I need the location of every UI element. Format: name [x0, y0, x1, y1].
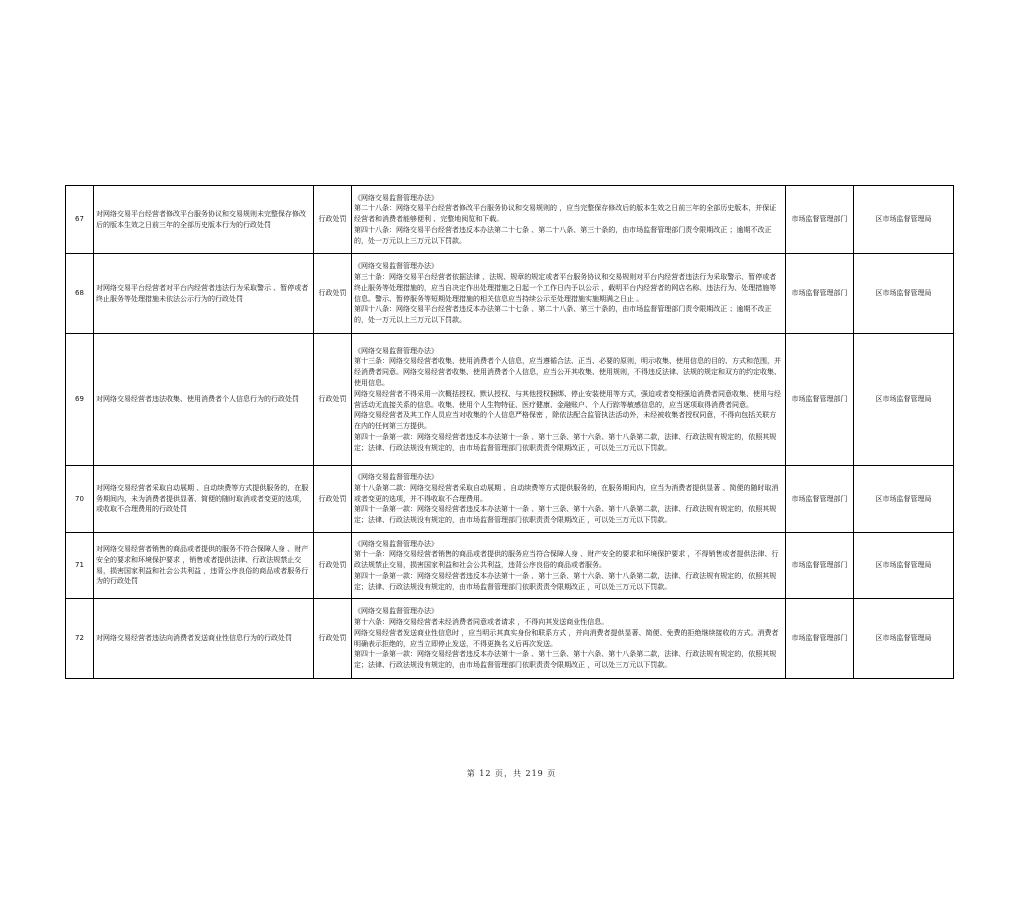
table-row	[66, 186, 954, 254]
legal-basis	[352, 599, 786, 679]
legal-basis-paragraph: 网络交易经营者及其工作人员应当对收集的个人信息严格保密 ，除依法配合监管执法活动外，未经被收集者授权同意，不得向包括关联方在内的任何第三方提供。	[354, 411, 777, 431]
item-type: 行政处罚	[314, 186, 352, 254]
responsible-department: 市场监督管理部门	[786, 466, 854, 533]
legal-basis-paragraph: 网络交易经营者不得采用一次概括授权、默认授权、与其他授权捆绑、停止安装使用等方式，强迫或者变相强迫消费者同意收集、使用与经营活动无直接关系的信息。收集、使用个人生物特征、医疗健康、金融账户、个人行踪等敏感信息的，应当逐项取得消费者同意。	[354, 389, 781, 409]
item-name: 对网络交易平台经营者对平台内经营者违法行为采取警示 、暂停或者终止服务等处理措施未依法公示行为的行政处罚	[94, 254, 314, 334]
legal-basis-paragraph: 第四十一条第一款：网络交易经营者违反本办法第十一条 、第十三条、第十六条、第十八条第二款，法律、行政法规有规定的，依照其规定；法律、行政法规没有规定的，由市场监督管理部门依职责责令限期改正 ，可以处三万元以下罚款。	[354, 650, 777, 670]
table-row	[66, 599, 954, 679]
regulation-table	[65, 185, 954, 679]
legal-basis-paragraph: 网络交易经营者发送商业性信息时 ，应当明示其真实身份和联系方式 ，并向消费者提供显著、简便、免费的拒绝继续接收的方式。消费者明确表示拒绝的，应当立即停止发送，不得更换名义后再次发送。	[354, 628, 779, 648]
row-number: 69	[66, 334, 94, 466]
item-name: 对网络交易经营者采取自动展期 、自动续费等方式提供服务的，在服务期间内，未为消费者提供显著、简便的随时取消或者变更的选项，或收取不合理费用的行政处罚	[94, 466, 314, 533]
responsible-department: 市场监督管理部门	[786, 599, 854, 679]
executing-agency: 区市场监督管理局	[854, 334, 954, 466]
legal-basis-paragraph: 第四十八条：网络交易平台经营者违反本办法第二十七条 、第二十八条、第三十条的，由市场监督管理部门责令限期改正 ；逾期不改正的，处一万元以上三万元以下罚款。	[354, 305, 772, 325]
executing-agency: 区市场监督管理局	[854, 599, 954, 679]
item-type: 行政处罚	[314, 466, 352, 533]
table-row	[66, 533, 954, 599]
responsible-department: 市场监督管理部门	[786, 186, 854, 254]
legal-basis	[352, 466, 786, 533]
row-number: 67	[66, 186, 94, 254]
item-type: 行政处罚	[314, 599, 352, 679]
executing-agency: 区市场监督管理局	[854, 186, 954, 254]
legal-basis	[352, 254, 786, 334]
legal-basis	[352, 186, 786, 254]
page-footer: 第 12 页，共 219 页	[466, 769, 557, 778]
row-number: 72	[66, 599, 94, 679]
legal-basis-paragraph: 第十八条第二款：网络交易经营者采取自动展期 、自动续费等方式提供服务的，在服务期间内，应当为消费者提供显著 、简便的随时取消或者变更的选项，并不得收取不合理费用。	[354, 483, 779, 503]
row-number: 68	[66, 254, 94, 334]
executing-agency: 区市场监督管理局	[854, 254, 954, 334]
legal-basis-paragraph: 《网络交易监督管理办法》	[354, 346, 438, 355]
executing-agency: 区市场监督管理局	[854, 466, 954, 533]
item-type: 行政处罚	[314, 334, 352, 466]
item-name: 对网络交易经营者销售的商品或者提供的服务不符合保障人身 、财产安全的要求和环境保护要求 ，销售或者提供法律、行政法规禁止交易，损害国家利益和社会公共利益 ，违背公序良俗的商品或者服务行为的行政处罚	[94, 533, 314, 599]
legal-basis-paragraph: 《网络交易监督管理办法》	[354, 193, 438, 202]
row-number: 70	[66, 466, 94, 533]
legal-basis-paragraph: 第四十一条第一款：网络交易经营者违反本办法第十一条 、第十三条、第十六条、第十八条第二款，法律、行政法规有规定的，依照其规定；法律、行政法规没有规定的，由市场监督管理部门依职责责令限期改正 ，可以处三万元以下罚款。	[354, 432, 777, 452]
legal-basis-paragraph: 第十六条：网络交易经营者未经消费者同意或者请求 ，不得向其发送商业性信息。	[354, 617, 609, 626]
table-row	[66, 334, 954, 466]
responsible-department: 市场监督管理部门	[786, 254, 854, 334]
legal-basis-paragraph: 《网络交易监督管理办法》	[354, 607, 438, 616]
row-number: 71	[66, 533, 94, 599]
responsible-department: 市场监督管理部门	[786, 334, 854, 466]
legal-basis	[352, 533, 786, 599]
legal-basis-paragraph: 第四十八条：网络交易平台经营者违反本办法第二十七条 、第二十八条、第三十条的，由市场监督管理部门责令限期改正 ；逾期不改正的，处一万元以上三万元以下罚款。	[354, 225, 772, 245]
item-type: 行政处罚	[314, 533, 352, 599]
executing-agency: 区市场监督管理局	[854, 533, 954, 599]
responsible-department: 市场监督管理部门	[786, 533, 854, 599]
legal-basis-paragraph: 《网络交易监督管理办法》	[354, 539, 438, 548]
item-type: 行政处罚	[314, 254, 352, 334]
legal-basis-paragraph: 第二十八条：网络交易平台经营者修改平台服务协议和交易规则的 ，应当完整保存修改后的版本生效之日前三年的全部历史版本，并保证经营者和消费者能够便利 、完整地阅览和下载。	[354, 204, 777, 224]
table-row	[66, 466, 954, 533]
legal-basis	[352, 334, 786, 466]
legal-basis-paragraph: 第三十条：网络交易平台经营者依据法律 、法规、规章的规定或者平台服务协议和交易规则对平台内经营者违法行为采取警示、暂停或者终止服务等处理措施的，应当自决定作出处理措施之日起一个工作日内予以公示 ，载明平台内经营者的网店名称、违法行为、处理措施等信息。警示、暂停服务等短期处理措施的相关信息应当持续公示至处理措施实施期满之日止 。	[354, 272, 777, 303]
table-row	[66, 254, 954, 334]
legal-basis-paragraph: 第四十一条第一款：网络交易经营者违反本办法第十一条 、第十三条、第十六条、第十八条第二款，法律、行政法规有规定的，依照其规定；法律、行政法规没有规定的，由市场监督管理部门依职责责令限期改正 ，可以处三万元以下罚款。	[354, 505, 777, 525]
item-name: 对网络交易平台经营者修改平台服务协议和交易规则未完整保存修改后的版本生效之日前三年的全部历史版本行为的行政处罚	[94, 186, 314, 254]
legal-basis-paragraph: 第四十一条第一款：网络交易经营者违反本办法第十一条 、第十三条、第十六条、第十八条第二款，法律、行政法规有规定的，依照其规定；法律、行政法规没有规定的，由市场监督管理部门依职责责令限期改正 ，可以处三万元以下罚款。	[354, 571, 777, 591]
legal-basis-paragraph: 第十一条：网络交易经营者销售的商品或者提供的服务应当符合保障人身 、财产安全的要求和环境保护要求 ，不得销售或者提供法律、行政法规禁止交易，损害国家利益和社会公共利益，违背公序良俗的商品或者服务。	[354, 550, 779, 570]
legal-basis-paragraph: 《网络交易监督管理办法》	[354, 262, 438, 271]
item-name: 对网络交易经营者违法向消费者发送商业性信息行为的行政处罚	[94, 599, 314, 679]
legal-basis-paragraph: 《网络交易监督管理办法》	[354, 473, 438, 481]
item-name: 对网络交易经营者违法收集、使用消费者个人信息行为的行政处罚	[94, 334, 314, 466]
legal-basis-paragraph: 第十三条：网络交易经营者收集、使用消费者个人信息，应当遵循合法、正当、必要的原则，明示收集、使用信息的目的、方式和范围，并经消费者同意。网络交易经营者收集、使用消费者个人信息，应当公开其收集、使用规则，不得违反法律、法规的规定和双方的约定收集、使用信息。	[354, 357, 781, 387]
